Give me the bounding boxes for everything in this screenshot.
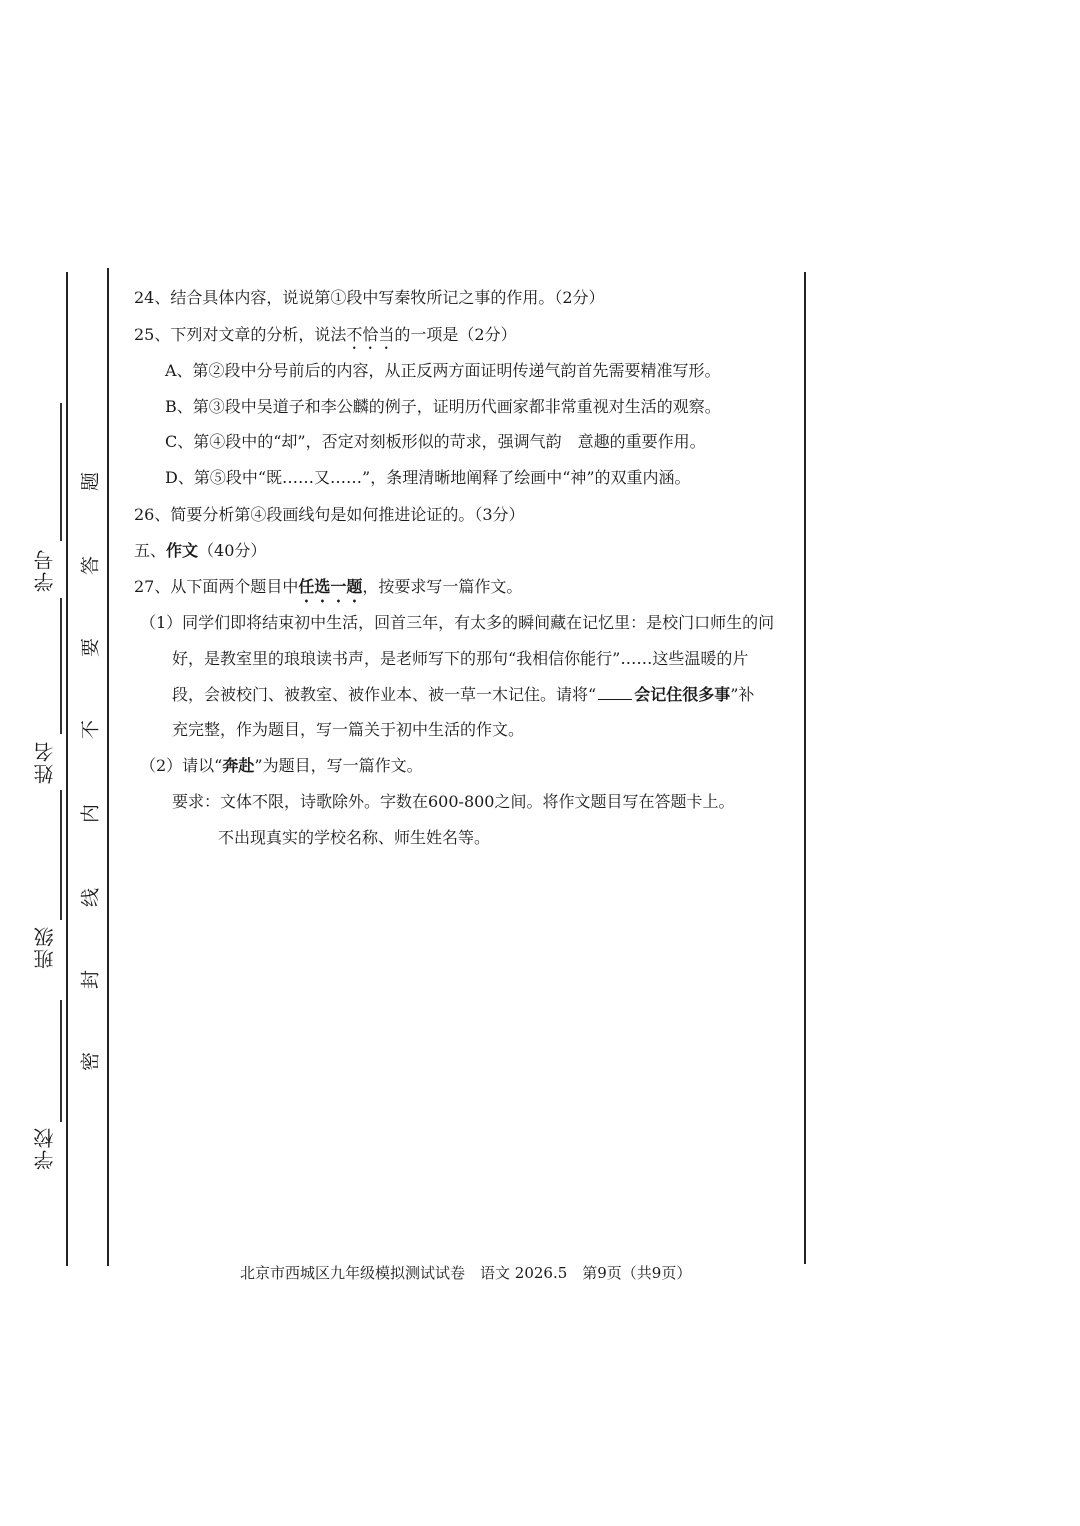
page-footer: 北京市西城区九年级模拟测试试卷 语文 2026.5 第9页（共9页） [240,1264,692,1282]
binding-line-inner [107,268,109,1266]
school-fill-line [60,1000,62,1122]
question-26: 26、简要分析第④段画线句是如何推进论证的。（3分） [134,505,525,524]
seal-char-3: 要 [79,638,102,658]
question-25 [134,325,517,353]
seal-char-1: 题 [79,472,102,492]
section-5-title [134,541,266,561]
student-id-fill-line [60,403,62,541]
seal-char-5: 内 [79,804,102,824]
q25-stem-start: 25、下列对文章的分析，说法 [134,325,347,344]
content-border-right [804,272,806,1264]
seal-char-8: 密 [79,1052,102,1072]
seal-char-4: 不 [79,720,102,740]
q25-emphasis: 不恰当 [346,325,395,344]
label-school: 学校 [33,1126,57,1170]
prompt-1-line-1: （1）同学们即将结束初中生活，回首三年，有太多的瞬间藏在记忆里：是校门口师生的问 [140,613,775,632]
q25-option-b: B、第③段中吴道子和李公麟的例子，证明历代画家都非常重视对生活的观察。 [165,397,721,416]
q27-stem-start: 27、从下面两个题目中 [134,577,299,596]
class-fill-line [60,790,62,920]
question-27 [134,577,522,606]
binding-line-outer [66,272,68,1266]
section-5-score: （40分） [198,541,267,560]
essay-requirements-2: 不出现真实的学校名称、师生姓名等。 [218,828,491,847]
prompt-1-line-4: 充完整，作为题目，写一篇关于初中生活的作文。 [172,720,525,739]
prompt-2 [140,756,423,776]
prompt-2-end: ”为题目，写一篇作文。 [254,756,423,775]
section-5-number: 五、 [134,541,167,560]
seal-char-7: 封 [79,970,102,990]
q27-emphasis: 任选一题 [298,577,363,596]
label-class: 班级 [33,925,57,969]
q27-stem-end: ，按要求写一篇作文。 [362,577,523,596]
prompt-1-line-2: 好，是教室里的琅琅读书声，是老师写下的那句“我相信你能行”……这些温暖的片 [172,649,749,668]
label-student-id: 学号 [33,548,57,592]
q25-option-d: D、第⑤段中“既……又……”，条理清晰地阐释了绘画中“神”的双重内涵。 [165,468,691,487]
label-name: 姓名 [33,740,57,784]
prompt-1-line-3-end: ”补 [730,685,755,704]
seal-char-2: 答 [79,556,102,576]
prompt-1-line-3 [172,685,754,705]
section-5-heading: 作文 [166,541,199,560]
title-blank [598,685,632,700]
prompt-1-title-phrase: 会记住很多事 [634,685,731,704]
name-fill-line [60,598,62,734]
prompt-2-title: 奔赴 [222,756,255,775]
q25-option-a: A、第②段中分号前后的内容，从正反两方面证明传递气韵首先需要精准写形。 [165,361,721,380]
q25-stem-end: 的一项是（2分） [394,325,517,344]
q25-option-c: C、第④段中的“却”，否定对刻板形似的苛求，强调气韵 意趣的重要作用。 [165,432,706,451]
prompt-1-line-3-start: 段，会被校门、被教室、被作业本、被一草一木记住。请将“ [172,685,597,704]
essay-requirements-1: 要求：文体不限，诗歌除外。字数在600-800之间。将作文题目写在答题卡上。 [172,792,735,811]
seal-char-6: 线 [79,888,102,908]
prompt-2-start: （2）请以“ [140,756,223,775]
question-24: 24、结合具体内容，说说第①段中写秦牧所记之事的作用。（2分） [134,288,605,307]
